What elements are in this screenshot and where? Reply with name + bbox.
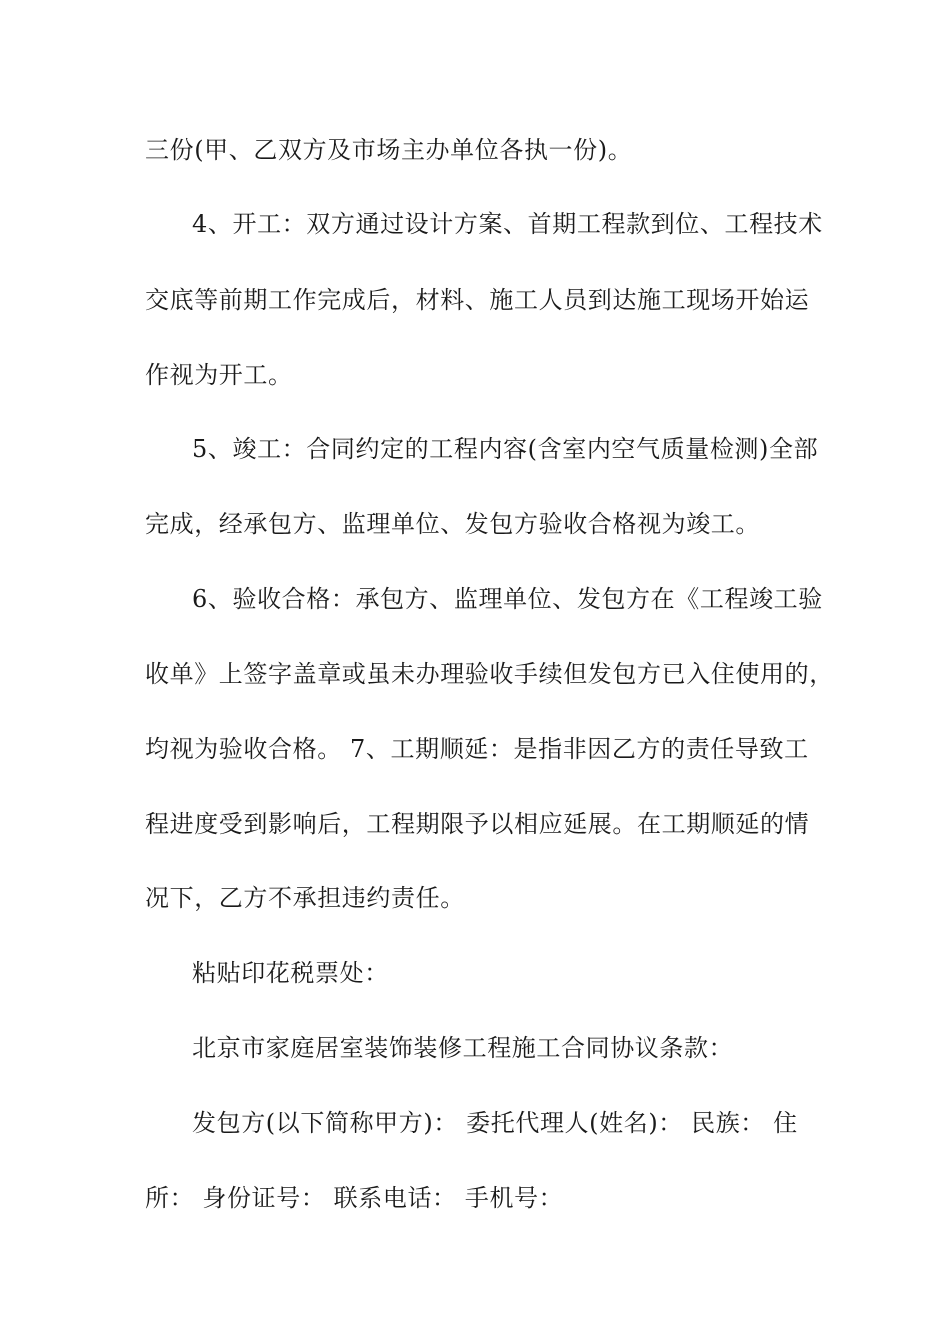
text-line-clause-4-start: 4、开工：双方通过设计方案、首期工程款到位、工程技术 [192, 210, 823, 238]
text-line-stamp-tax: 粘贴印花税票处： [192, 959, 389, 987]
text-line-clause-6-cont: 收单》上签字盖章或虽未办理验收手续但发包方已入住使用的， [145, 660, 834, 688]
text-line-party-a-fields-cont: 所： 身份证号： 联系电话： 手机号： [145, 1184, 564, 1212]
text-line-clause-6-start: 6、验收合格：承包方、监理单位、发包方在《工程竣工验 [192, 585, 823, 613]
text-line-party-a-fields: 发包方(以下简称甲方)： 委托代理人(姓名)： 民族： 住 [192, 1109, 798, 1137]
text-line-copies: 三份(甲、乙双方及市场主办单位各执一份)。 [145, 136, 633, 164]
text-line-clause-4-cont: 交底等前期工作完成后，材料、施工人员到达施工现场开始运 [145, 286, 810, 314]
text-line-clause-7-cont: 程进度受到影响后，工程期限予以相应延展。在工期顺延的情 [145, 810, 810, 838]
text-line-agreement-heading: 北京市家庭居室装饰装修工程施工合同协议条款： [192, 1034, 734, 1062]
text-line-clause-7-end: 况下，乙方不承担违约责任。 [145, 884, 465, 912]
text-line-clause-5-end: 完成，经承包方、监理单位、发包方验收合格视为竣工。 [145, 510, 760, 538]
text-line-clause-5-start: 5、竣工：合同约定的工程内容(含室内空气质量检测)全部 [192, 435, 819, 463]
text-line-clause-4-end: 作视为开工。 [145, 361, 293, 389]
text-line-clause-6-7: 均视为验收合格。 7、工期顺延：是指非因乙方的责任导致工 [145, 735, 809, 763]
